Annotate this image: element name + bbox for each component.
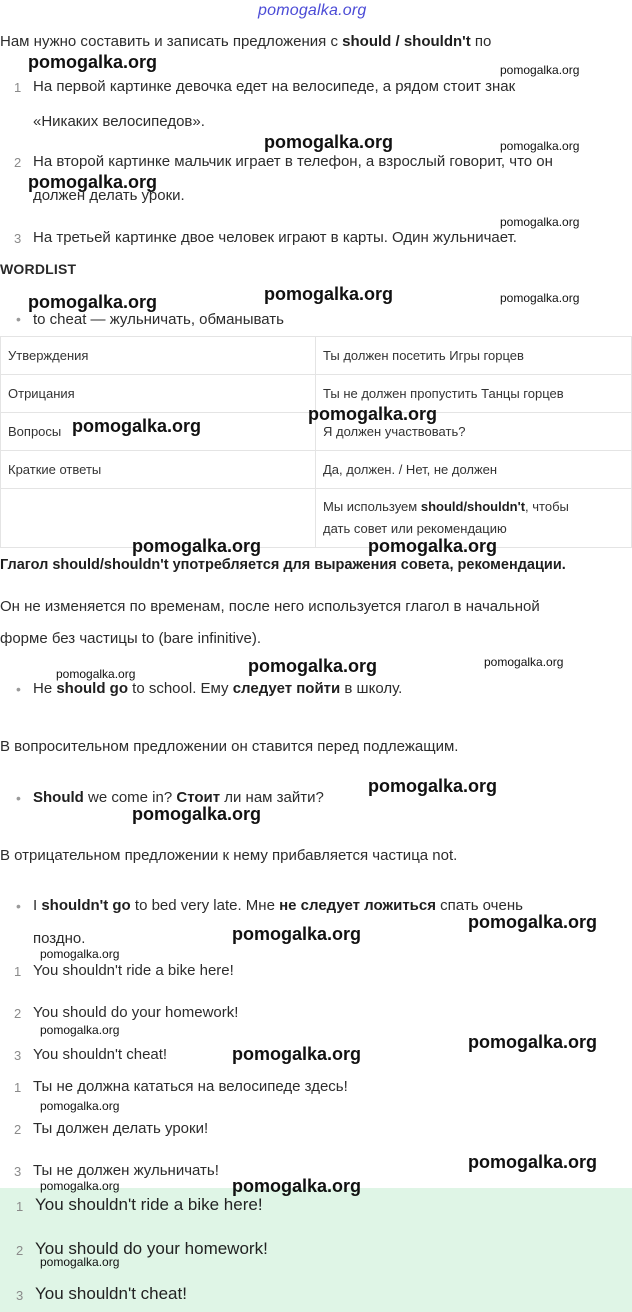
watermark-top: pomogalka.org bbox=[258, 2, 367, 19]
example-3-line-2: поздно. bbox=[33, 930, 86, 947]
watermark: pomogalka.org bbox=[56, 667, 136, 681]
rule-heading: Глагол should/shouldn't употребляется для выражения совета, рекомендации. bbox=[0, 557, 566, 573]
table-row bbox=[1, 489, 632, 548]
watermark: pomogalka.org bbox=[468, 1152, 598, 1172]
task-2-line-2: должен делать уроки. bbox=[33, 187, 185, 204]
table-cell: Я должен участвовать? bbox=[316, 413, 632, 451]
ex1-b: should go bbox=[56, 680, 128, 697]
watermark: pomogalka.org bbox=[368, 536, 498, 556]
note-bold: should/shouldn't bbox=[420, 499, 526, 514]
task-number: 3 bbox=[14, 231, 22, 246]
answer-ru-2: Ты должен делать уроки! bbox=[33, 1120, 209, 1137]
final-answer-2: You should do your homework! bbox=[35, 1239, 268, 1258]
task-1-line-2: «Никаких велосипедов». bbox=[33, 113, 205, 130]
answer-ru-1: Ты не должна кататься на велосипеде здесь! bbox=[33, 1078, 348, 1095]
final-answer-3: You shouldn't cheat! bbox=[35, 1284, 187, 1303]
watermark: pomogalka.org bbox=[500, 63, 580, 77]
watermark: pomogalka.org bbox=[264, 284, 394, 304]
watermark: pomogalka.org bbox=[500, 291, 580, 305]
ex3-c: to bed very late. Мне bbox=[130, 897, 280, 914]
bullet-icon: • bbox=[16, 898, 21, 914]
table-cell: Ты не должен пропустить Танцы горцев bbox=[316, 375, 632, 413]
table-cell: Ты должен посетить Игры горцев bbox=[316, 337, 632, 375]
answer-number: 2 bbox=[14, 1122, 22, 1137]
task-1-line-1: На первой картинке девочка едет на велосипеде, а рядом стоит знак bbox=[33, 78, 516, 95]
table-row bbox=[1, 451, 632, 489]
table-cell: Краткие ответы bbox=[1, 451, 316, 489]
answer-ru-3: Ты не должен жульничать! bbox=[33, 1162, 219, 1179]
answer-en-2: You should do your homework! bbox=[33, 1004, 239, 1021]
wordlist-item: to cheat — жульничать, обманывать bbox=[33, 311, 284, 328]
ex3-d: не следует ложиться bbox=[279, 897, 437, 914]
watermark: pomogalka.org bbox=[72, 416, 202, 436]
watermark: pomogalka.org bbox=[232, 1176, 362, 1196]
watermark: pomogalka.org bbox=[40, 1255, 120, 1269]
ex3-b: shouldn't go bbox=[41, 897, 131, 914]
watermark: pomogalka.org bbox=[468, 912, 598, 932]
ex2-a: Should bbox=[33, 789, 84, 806]
bullet-icon: • bbox=[16, 790, 21, 806]
watermark: pomogalka.org bbox=[232, 1044, 362, 1064]
wordlist-title: WORDLIST bbox=[0, 261, 77, 277]
watermark: pomogalka.org bbox=[40, 947, 120, 961]
watermark: pomogalka.org bbox=[132, 804, 262, 824]
table-cell: Отрицания bbox=[1, 375, 316, 413]
rule-text-line-1: Он не изменяется по временам, после него используется глагол в начальной bbox=[0, 598, 540, 615]
watermark: pomogalka.org bbox=[28, 292, 158, 312]
answer-en-1: You shouldn't ride a bike here! bbox=[33, 962, 234, 979]
answer-number: 3 bbox=[16, 1288, 24, 1303]
rule-text-line-2: форме без частицы to (bare infinitive). bbox=[0, 630, 261, 647]
answer-number: 2 bbox=[16, 1243, 24, 1258]
table-row bbox=[1, 337, 632, 375]
watermark: pomogalka.org bbox=[232, 924, 362, 944]
ex1-d: следует пойти bbox=[232, 680, 341, 697]
watermark: pomogalka.org bbox=[264, 132, 394, 152]
ex2-b: we come in? bbox=[83, 789, 177, 806]
answer-number: 1 bbox=[16, 1199, 24, 1214]
note-line-2: дать совет или рекомендацию bbox=[323, 521, 507, 536]
answer-number: 3 bbox=[14, 1048, 22, 1063]
intro-post: по bbox=[470, 33, 492, 50]
task-number: 1 bbox=[14, 80, 22, 95]
negative-rule: В отрицательном предложении к нему прибавляется частица not. bbox=[0, 847, 458, 864]
note-pre: Мы используем bbox=[323, 499, 421, 514]
watermark: pomogalka.org bbox=[248, 656, 378, 676]
grammar-table bbox=[0, 336, 632, 548]
ex1-a: He bbox=[33, 680, 57, 697]
bullet-icon: • bbox=[16, 681, 21, 697]
bullet-icon: • bbox=[16, 311, 21, 327]
task-3-line-1: На третьей картинке двое человек играют в карты. Один жульничает. bbox=[33, 229, 517, 246]
ex1-c: to school. Ему bbox=[128, 680, 233, 697]
example-1 bbox=[33, 679, 402, 699]
table-cell: Да, должен. / Нет, не должен bbox=[316, 451, 632, 489]
watermark: pomogalka.org bbox=[40, 1179, 120, 1193]
ex3-a: I bbox=[33, 897, 42, 914]
intro-text bbox=[0, 32, 491, 52]
example-3-line-1 bbox=[33, 896, 523, 916]
answer-number: 3 bbox=[14, 1164, 22, 1179]
watermark: pomogalka.org bbox=[468, 1032, 598, 1052]
answer-en-3: You shouldn't cheat! bbox=[33, 1046, 168, 1063]
ex1-e: в школу. bbox=[340, 680, 403, 697]
watermark: pomogalka.org bbox=[500, 215, 580, 229]
table-cell: Вопросы bbox=[1, 413, 316, 451]
intro-pre: Нам нужно составить и записать предложения с bbox=[0, 33, 343, 50]
task-number: 2 bbox=[14, 155, 22, 170]
answer-number: 1 bbox=[14, 964, 22, 979]
watermark: pomogalka.org bbox=[132, 536, 262, 556]
task-2-line-1: На второй картинке мальчик играет в телефон, а взрослый говорит, что он bbox=[33, 153, 553, 170]
watermark: pomogalka.org bbox=[28, 52, 158, 72]
ex2-c: Стоит bbox=[176, 789, 221, 806]
watermark: pomogalka.org bbox=[308, 404, 438, 424]
watermark: pomogalka.org bbox=[484, 655, 564, 669]
answer-number: 2 bbox=[14, 1006, 22, 1021]
watermark: pomogalka.org bbox=[40, 1023, 120, 1037]
final-answer-1: You shouldn't ride a bike here! bbox=[35, 1195, 263, 1214]
watermark: pomogalka.org bbox=[40, 1099, 120, 1113]
note-post: , чтобы bbox=[525, 499, 569, 514]
watermark: pomogalka.org bbox=[28, 172, 158, 192]
watermark: pomogalka.org bbox=[500, 139, 580, 153]
ex3-e: спать очень bbox=[436, 897, 523, 914]
answer-number: 1 bbox=[14, 1080, 22, 1095]
ex2-d: ли нам зайти? bbox=[220, 789, 324, 806]
question-rule: В вопросительном предложении он ставится перед подлежащим. bbox=[0, 738, 459, 755]
watermark: pomogalka.org bbox=[368, 776, 498, 796]
intro-bold: should / shouldn't bbox=[342, 33, 471, 50]
table-cell: Утверждения bbox=[1, 337, 316, 375]
